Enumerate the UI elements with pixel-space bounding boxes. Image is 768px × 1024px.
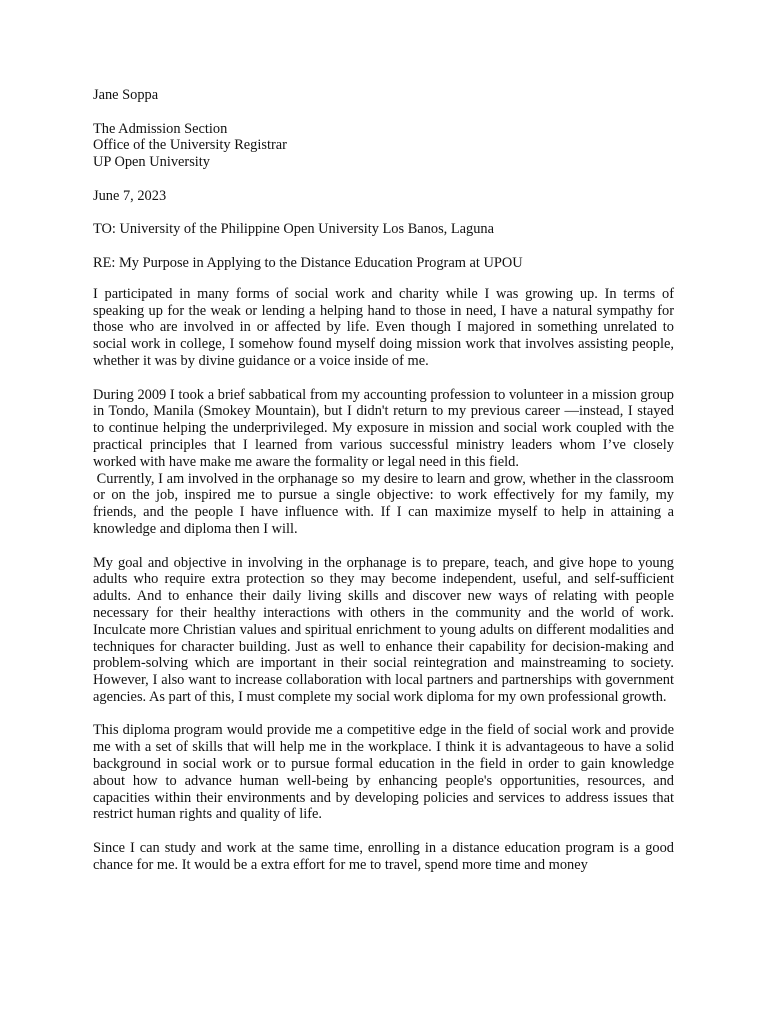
sender-name: Jane Soppa [93, 87, 159, 103]
spacer [93, 238, 674, 255]
spacer [93, 823, 674, 840]
recipient-address [93, 121, 674, 171]
spacer [93, 171, 674, 188]
body-paragraph-2: During 2009 I took a brief sabbatical from my accounting profession to volunteer in a mission group in Tondo, Manila (Smokey Mountain), but I didn't return to my previous career —instead, I stayed to continue helping the underprivileged. My exposure in mission and social work coupled with the practical principles that I learned from various successful ministry leaders whom I’ve closely worked with have make me aware the formality or legal need in this field. [93, 386, 674, 470]
to-line: TO: University of the Philippine Open University Los Banos, Laguna [93, 221, 495, 238]
body-paragraph-3: Currently, I am involved in the orphanage so my desire to learn and grow, whether in the classroom or on the job, inspired me to pursue a single objective: to work effectively for my family, my friends, and the people I have influence with. If I can maximize myself to help in attaining a knowledge and diploma then I will. [93, 470, 678, 537]
spacer [93, 706, 674, 723]
body-paragraph-5: This diploma program would provide me a competitive edge in the field of social work and provide me with a set of skills that will help me in the workplace. I think it is advantageous to have a solid background in social work or to pursue formal education in the field in order to gain knowledge about how to advance human well-being by enhancing people's opportunities, resources, and capacities within their environments and by developing policies and services to address issues that restrict human rights and quality of life. [93, 722, 674, 823]
recipient-line-3: UP Open University [93, 154, 210, 171]
spacer [93, 538, 674, 555]
re-line: RE: My Purpose in Applying to the Distance Education Program at UPOU [93, 254, 523, 271]
spacer [93, 104, 674, 121]
recipient-line-1: The Admission Section [93, 120, 228, 137]
recipient-line-2: Office of the University Registrar [93, 137, 287, 154]
body-paragraph-1: I participated in many forms of social work and charity while I was growing up. In terms of speaking up for the weak or lending a helping hand to those in need, I have a natural sympathy for those who are involved in or affected by life. Even though I majored in something unrelated to social work in college, I somehow found myself doing mission work that involves assisting people, whether it was by divine guidance or a voice inside of me. [93, 285, 674, 369]
spacer [93, 205, 674, 222]
spacer [93, 272, 674, 286]
letter-date: June 7, 2023 [93, 187, 167, 204]
spacer [93, 370, 674, 387]
body-paragraph-6: Since I can study and work at the same time, enrolling in a distance education program is a good chance for me. It would be a extra effort for me to travel, spend more time and money [93, 840, 674, 873]
body-paragraph-4: My goal and objective in involving in the orphanage is to prepare, teach, and give hope to young adults who require extra protection so they may become independent, useful, and self-sufficient adults. And to enhance their daily living skills and discover new ways of relating with people necessary for their healthy interactions with others in the community and the world of work. Inculcate more Christian values and spiritual enrichment to young adults on different modalities and techniques for character building. Just as well to enhance their capability for decision-making and problem-solving which are important in their social reintegration and mainstreaming to society. However, I also want to increase collaboration with local partners and partnerships with government agencies. As part of this, I must complete my social work diploma for my own professional growth. [93, 554, 674, 705]
